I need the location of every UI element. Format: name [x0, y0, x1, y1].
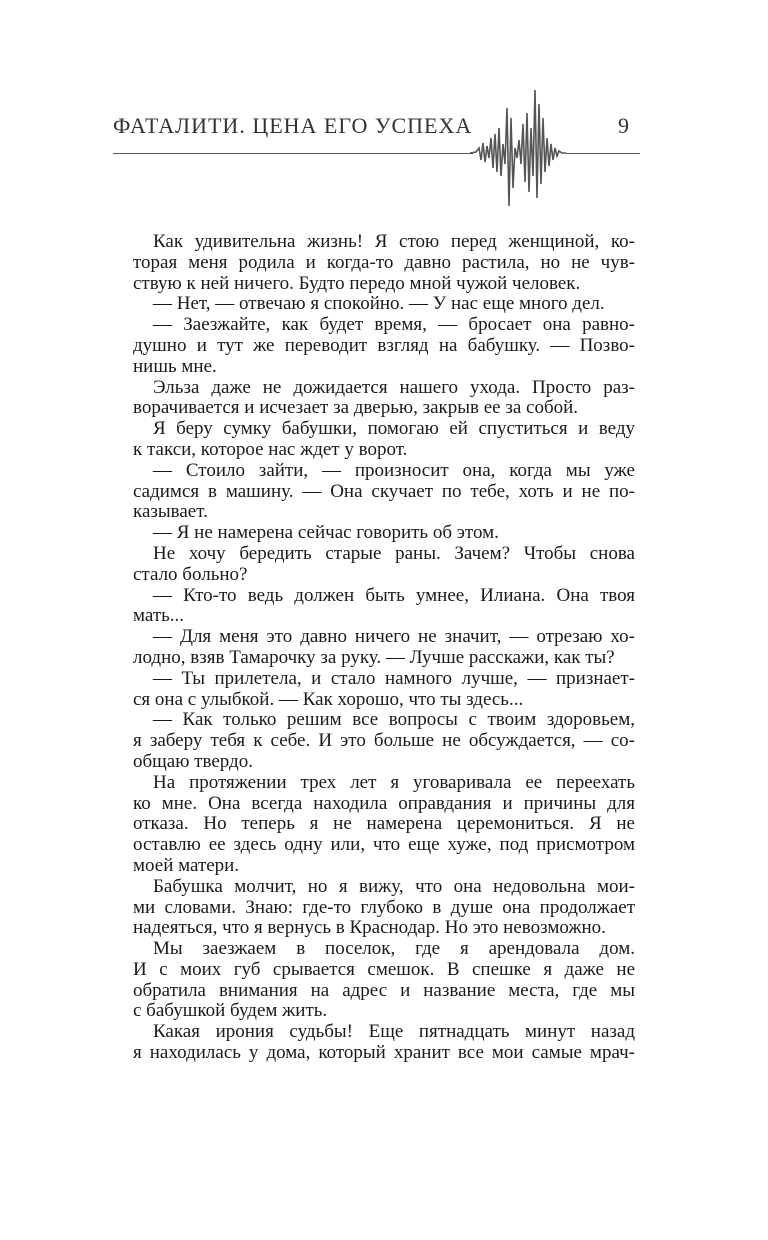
paragraph	[133, 461, 635, 523]
paragraph	[133, 523, 635, 544]
paragraph	[133, 877, 635, 939]
text-line: надеяться, что я вернусь в Краснодар. Но это невозможно.	[133, 917, 606, 939]
paragraph	[133, 710, 635, 772]
text-line: И с моих губ срывается смешок. В спешке я даже не	[133, 958, 635, 980]
paragraph	[133, 544, 635, 586]
text-line: лодно, взяв Тамарочку за руку. — Лучше расскажи, как ты?	[133, 646, 615, 668]
text-line: с бабушкой будем жить.	[133, 1000, 328, 1022]
text-line: ворачивается и исчезает за дверью, закрыв ее за собой.	[133, 397, 579, 419]
text-line: Бабушка молчит, но я вижу, что она недовольна мои-	[153, 875, 635, 897]
text-line: ми словами. Знаю: где-то глубоко в душе она продолжает	[133, 896, 635, 918]
text-line: моей матери.	[133, 854, 240, 876]
header-rule-right	[566, 153, 640, 154]
book-title: ФАТАЛИТИ. ЦЕНА ЕГО УСПЕХА	[113, 113, 473, 138]
text-line: ся она с улыбкой. — Как хорошо, что ты здесь...	[133, 688, 524, 710]
paragraph	[133, 315, 635, 377]
text-line: Какая ирония судьбы! Еще пятнадцать минут назад	[153, 1021, 635, 1043]
text-line: — Стоило зайти, — произносит она, когда мы уже	[153, 459, 635, 481]
paragraph	[133, 669, 635, 711]
page-number: 9	[618, 113, 629, 138]
paragraph	[133, 939, 635, 1022]
paragraph	[133, 419, 635, 461]
text-line: я находилась у дома, который хранит все мои самые мрач-	[133, 1042, 635, 1064]
text-line: Мы заезжаем в поселок, где я арендовала дом.	[153, 938, 635, 960]
paragraph	[133, 773, 635, 877]
text-line: ко мне. Она всегда находила оправдания и причины для	[133, 792, 635, 814]
text-line: — Нет, — отвечаю я спокойно. — У нас еще много дел.	[153, 293, 605, 315]
text-line: садимся в машину. — Она скучает по тебе, хоть и не по-	[133, 480, 635, 502]
text-line: обратила внимания на адрес и название места, где мы	[133, 979, 635, 1001]
text-line: — Кто-то ведь должен быть умнее, Илиана. Она твоя	[153, 584, 635, 606]
text-line: Эльза даже не дожидается нашего ухода. Просто раз-	[153, 376, 635, 398]
text-line: Как удивительна жизнь! Я стою перед женщиной, ко-	[153, 231, 635, 252]
text-line: душно и тут же переводит взгляд на бабушку. — Позво-	[133, 334, 635, 356]
text-line: Не хочу бередить старые раны. Зачем? Чтобы снова	[153, 542, 635, 564]
text-line: мать...	[133, 605, 185, 627]
paragraph	[133, 627, 635, 669]
text-line: казывает.	[133, 501, 208, 523]
text-line: — Ты прилетела, и стало намного лучше, — признает-	[153, 667, 635, 689]
paragraph	[133, 378, 635, 420]
text-line: отказа. Но теперь я не намерена церемониться. Я не	[133, 813, 635, 835]
text-line: общаю твердо.	[133, 750, 253, 772]
paragraph	[133, 586, 635, 628]
body-text	[133, 232, 635, 1064]
text-line: ствую к ней ничего. Будто передо мной чужой человек.	[133, 272, 581, 294]
text-line: оставлю ее здесь одну или, что еще хуже, под присмотром	[133, 834, 635, 856]
paragraph	[133, 294, 635, 315]
text-line: — Для меня это давно ничего не значит, — отрезаю хо-	[153, 626, 635, 648]
header-rule-left	[113, 153, 473, 154]
soundwave-icon	[470, 88, 566, 216]
text-line: На протяжении трех лет я уговаривала ее переехать	[153, 771, 635, 793]
text-line: стало больно?	[133, 563, 248, 585]
text-line: — Я не намерена сейчас говорить об этом.	[153, 522, 499, 544]
text-line: я заберу тебя к себе. И это больше не обсуждается, — со-	[133, 730, 635, 752]
text-line: нишь мне.	[133, 355, 217, 377]
text-line: Я беру сумку бабушки, помогаю ей спуститься и веду	[153, 418, 635, 440]
text-line: — Заезжайте, как будет время, — бросает она равно-	[153, 314, 635, 336]
paragraph	[133, 232, 635, 294]
text-line: торая меня родила и когда-то давно растила, но не чув-	[133, 251, 635, 273]
paragraph	[133, 1022, 635, 1064]
text-line: — Как только решим все вопросы с твоим здоровьем,	[153, 709, 635, 731]
text-line: к такси, которое нас ждет у ворот.	[133, 438, 408, 460]
